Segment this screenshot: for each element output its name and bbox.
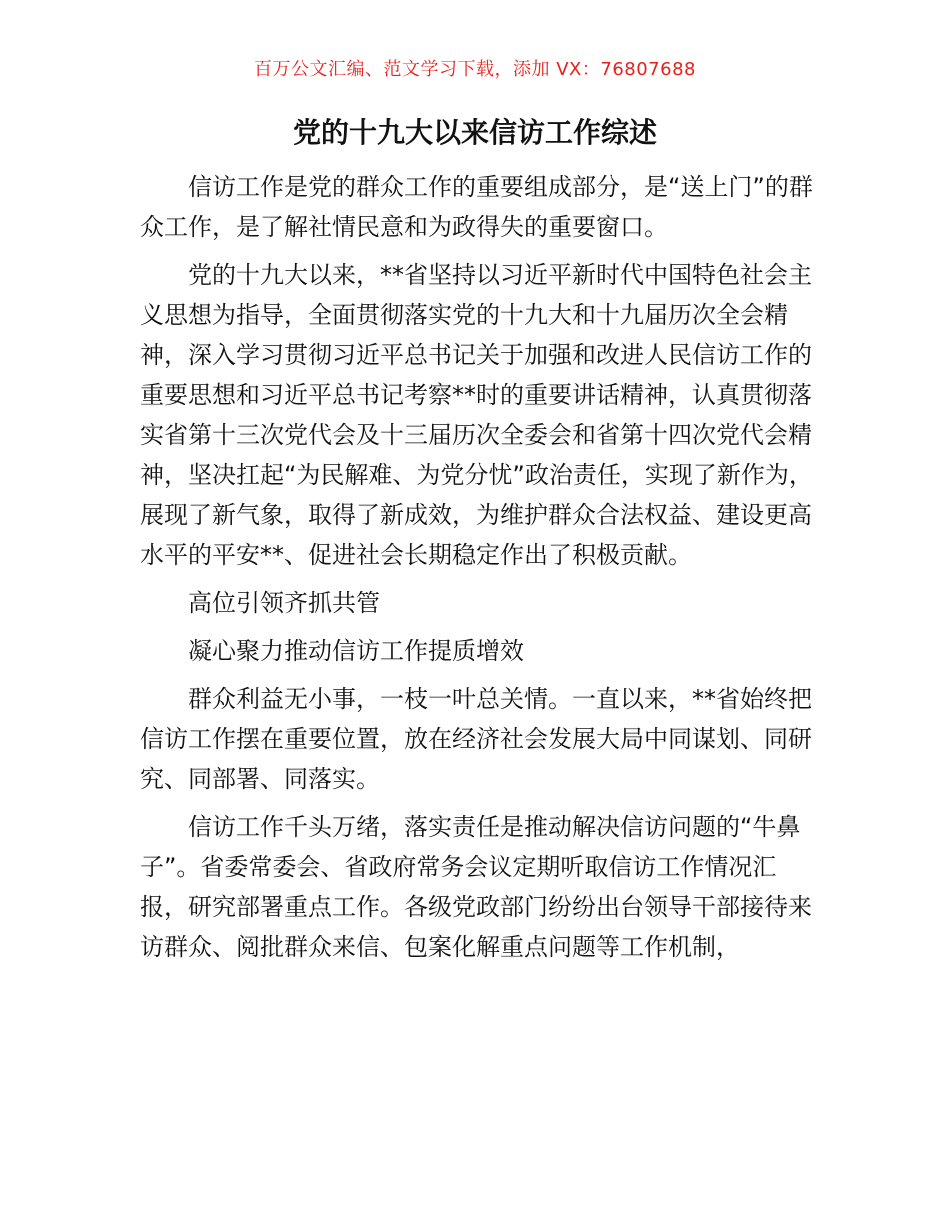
section-heading: 高位引领齐抓共管 xyxy=(188,589,380,617)
document-body xyxy=(140,167,814,975)
watermark-banner: 百万公文汇编、范文学习下载，添加 VX：76807688 xyxy=(254,59,696,80)
paragraph-responsibility: 信访工作千头万绪，落实责任是推动解决信访问题的“牛鼻子”。省委常委会、省政府常务会议定期听取信访工作情况汇报，研究部署重点工作。各级党政部门纷纷出台领导干部接待来访群众、阅批群众来信、包案化解重点问题等工作机制， xyxy=(140,813,812,961)
paragraph-overview: 党的十九大以来，**省坚持以习近平新时代中国特色社会主义思想为指导，全面贯彻落实党的十九大和十九届历次全会精神，深入学习贯彻习近平总书记关于加强和改进人民信访工作的重要思想和习近平总书记考察**时的重要讲话精神，认真贯彻落实省第十三次党代会及十三届历次全委会和省第十四次党代会精神，坚决扛起“为民解难、为党分忧”政治责任，实现了新作为，展现了新气象，取得了新成效，为维护群众合法权益、建设更高水平的平安**、促进社会长期稳定作出了积极贡献。 xyxy=(140,261,813,569)
document-title: 党的十九大以来信访工作综述 xyxy=(292,116,657,149)
paragraph-intro: 信访工作是党的群众工作的重要组成部分，是“送上门”的群众工作，是了解社情民意和为政得失的重要窗口。 xyxy=(140,173,813,241)
paragraph-priority: 群众利益无小事，一枝一叶总关情。一直以来，**省始终把信访工作摆在重要位置，放在经济社会发展大局中同谋划、同研究、同部署、同落实。 xyxy=(140,685,812,793)
section-subheading: 凝心聚力推动信访工作提质增效 xyxy=(188,637,524,665)
